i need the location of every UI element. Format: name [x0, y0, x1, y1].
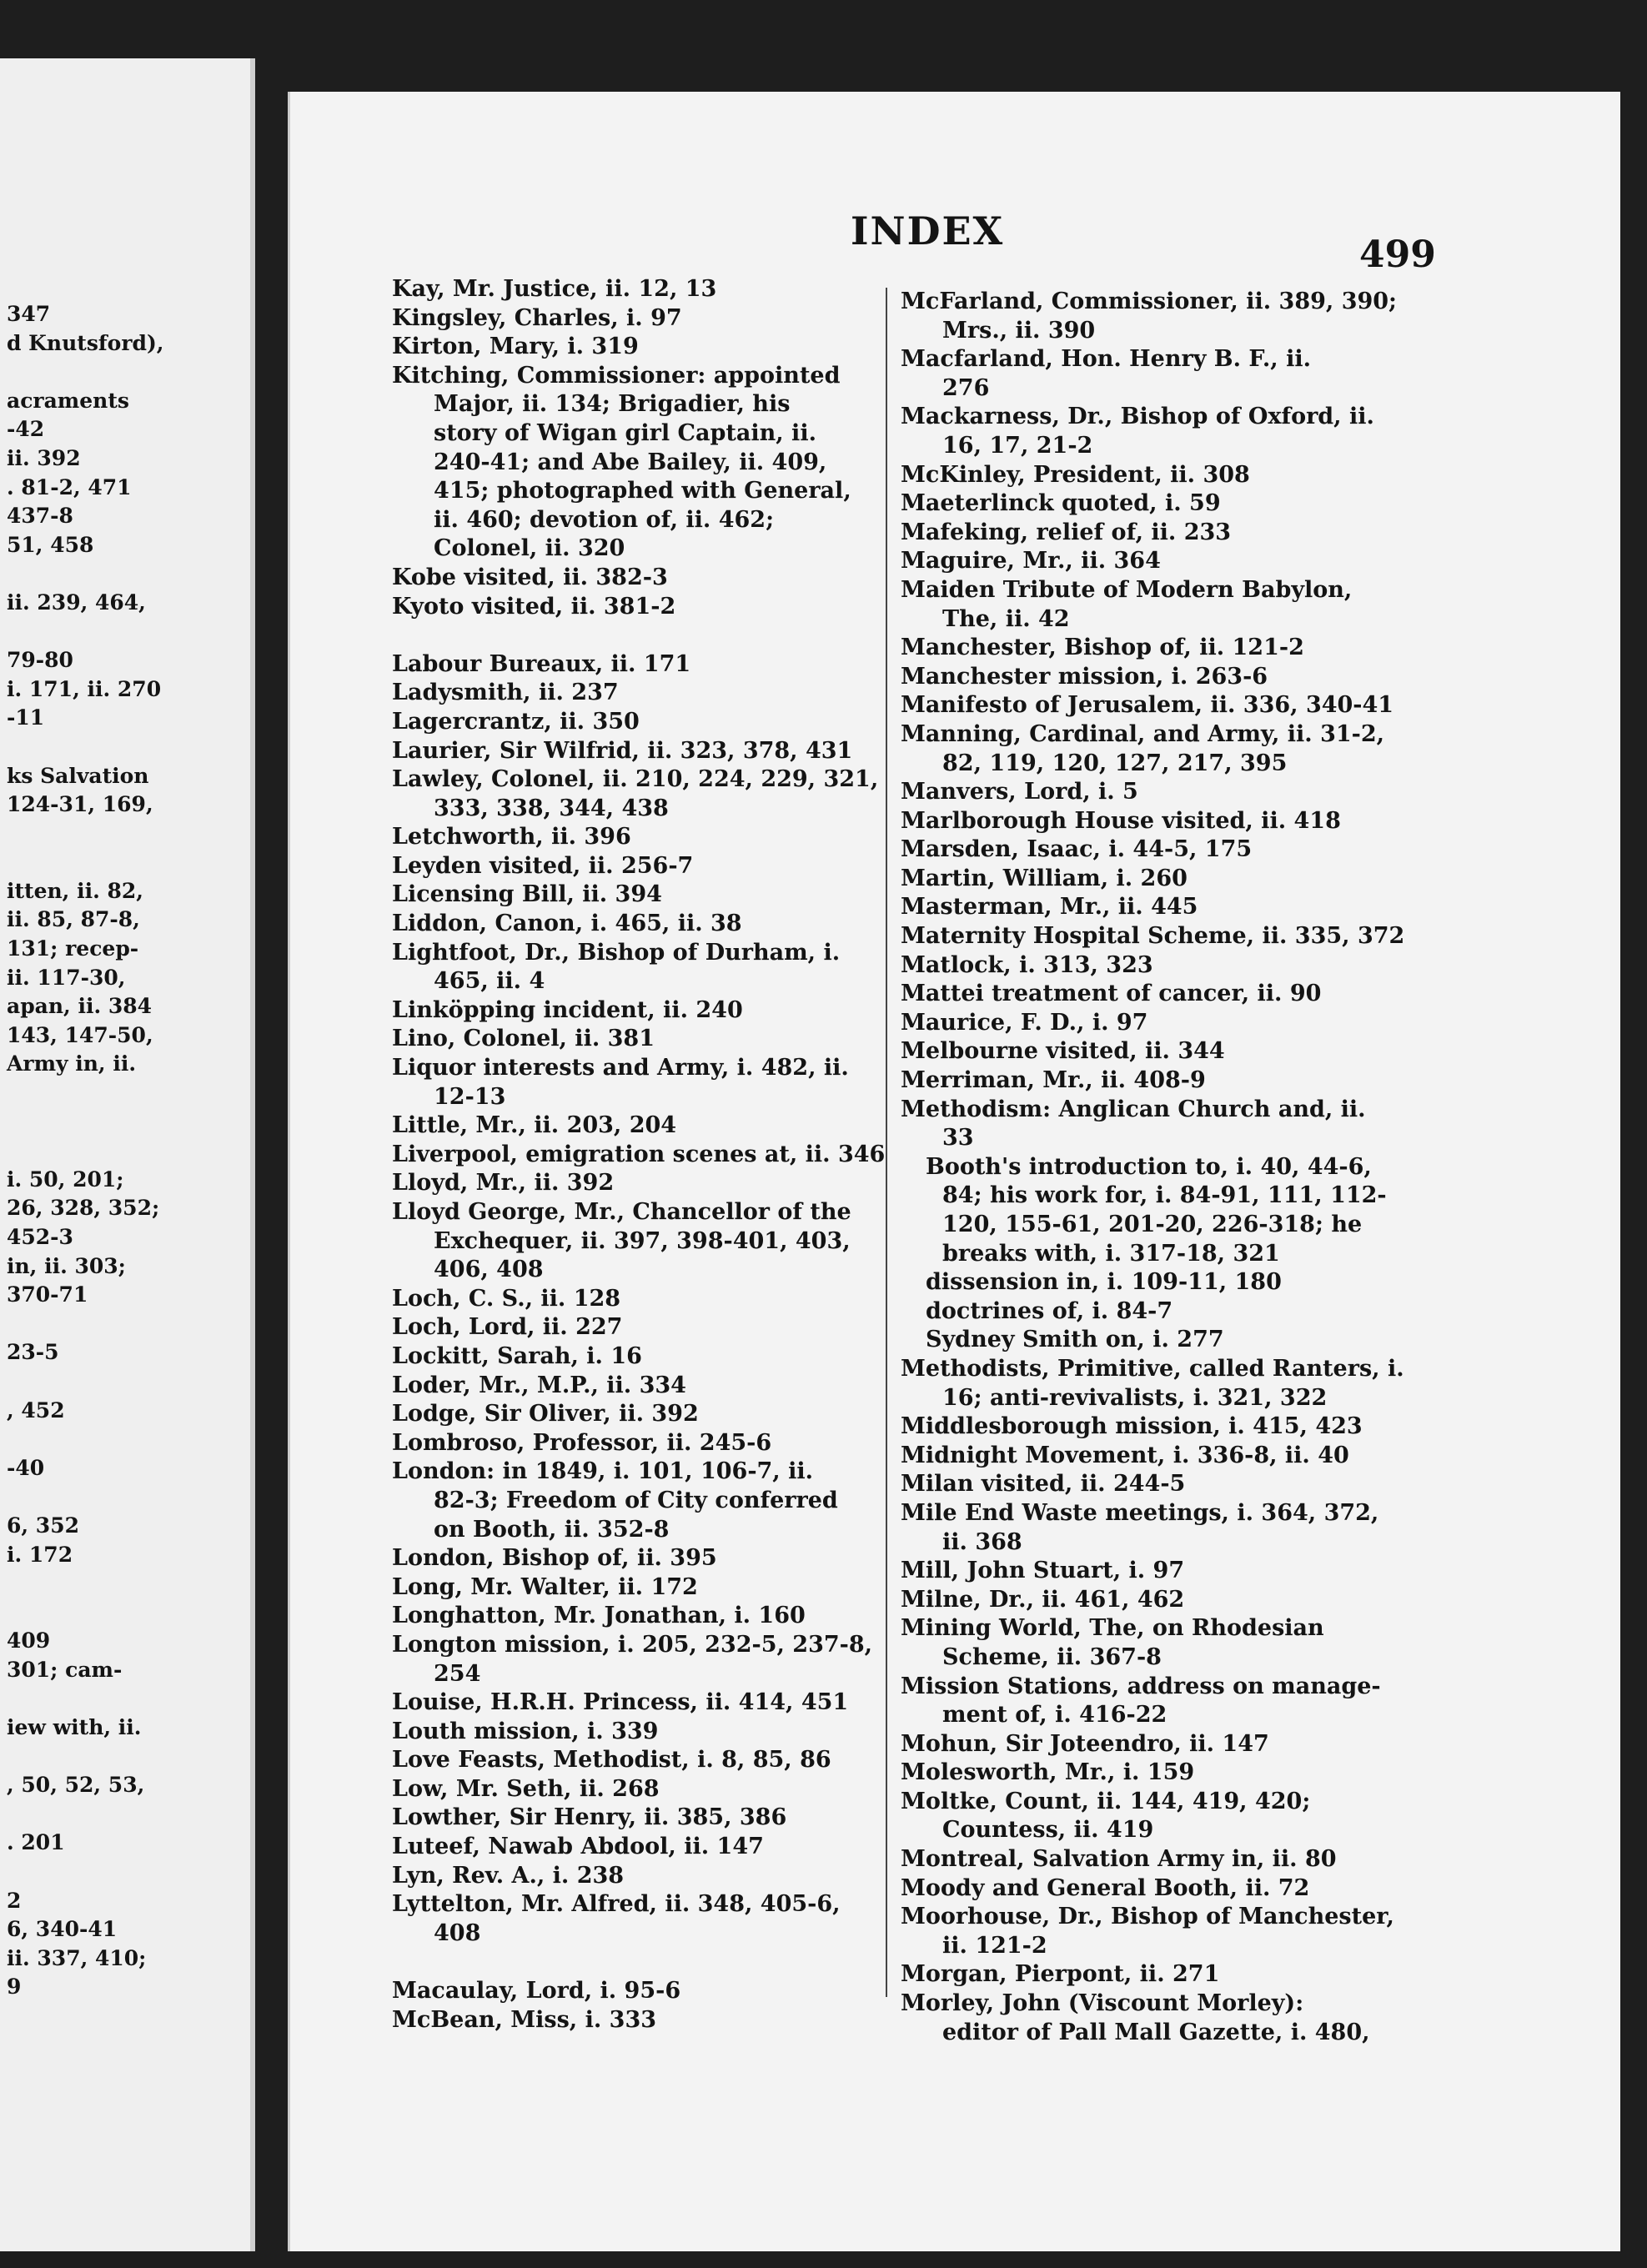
fragment-line: 143, 147-50,	[7, 1022, 153, 1047]
fragment-line: 9	[7, 1974, 22, 2000]
index-entry-continuation: 240-41; and Abe Bailey, ii. 409,	[434, 449, 827, 475]
index-entry: Liverpool, emigration scenes at, ii. 346	[392, 1141, 886, 1167]
index-entry: Kitching, Commissioner: appointed	[392, 362, 841, 389]
index-entry: Luteef, Nawab Abdool, ii. 147	[392, 1834, 764, 1860]
index-entry: Morley, John (Viscount Morley):	[901, 1990, 1304, 2017]
index-entry: Kobe visited, ii. 382-3	[392, 564, 668, 590]
index-entry: Methodism: Anglican Church and, ii.	[901, 1096, 1366, 1122]
fragment-line: i. 50, 201;	[7, 1167, 124, 1192]
fragment-line	[0, 1367, 250, 1397]
fragment-line: apan, ii. 384	[7, 994, 153, 1019]
index-entry-continuation: 84; his work for, i. 84-91, 111, 112-	[942, 1182, 1387, 1209]
fragment-line: acraments	[7, 388, 129, 413]
fragment-line: 452-3	[7, 1225, 73, 1249]
fragment-line: . 201	[7, 1830, 65, 1855]
fragment-line	[0, 1598, 250, 1628]
index-entry: Ladysmith, ii. 237	[392, 680, 619, 706]
fragment-line: ii. 337, 410;	[7, 1945, 147, 1970]
fragment-line: 347	[7, 302, 51, 326]
index-entry-continuation: 254	[434, 1660, 481, 1687]
index-entry: Lyttelton, Mr. Alfred, ii. 348, 405-6,	[392, 1891, 841, 1918]
index-entry: Mile End Waste meetings, i. 364, 372,	[901, 1499, 1379, 1526]
index-entry-continuation: dissension in, i. 109-11, 180	[926, 1269, 1282, 1296]
index-entry: Manning, Cardinal, and Army, ii. 31-2,	[901, 720, 1385, 747]
index-entry: Mattei treatment of cancer, ii. 90	[901, 981, 1322, 1007]
index-entry-continuation: The, ii. 42	[942, 605, 1070, 632]
fragment-line	[0, 1800, 250, 1829]
index-entry: Lockitt, Sarah, i. 16	[392, 1342, 642, 1369]
index-entry: Lombroso, Professor, ii. 245-6	[392, 1429, 772, 1456]
index-entry-continuation: 333, 338, 344, 438	[434, 795, 669, 821]
index-entry: Martin, William, i. 260	[901, 865, 1188, 891]
fragment-line: 131; recep-	[7, 936, 139, 961]
index-spacer	[392, 1948, 892, 1977]
fragment-line: 23-5	[7, 1340, 59, 1365]
fragment-line: ii. 392	[7, 445, 81, 470]
fragment-line: -42	[7, 417, 45, 442]
index-entry: Kingsley, Charles, i. 97	[392, 304, 682, 331]
index-entry: Molesworth, Mr., i. 159	[901, 1759, 1195, 1786]
index-entry: Methodists, Primitive, called Ranters, i.	[901, 1355, 1404, 1382]
index-entry: Kay, Mr. Justice, ii. 12, 13	[392, 276, 717, 302]
index-entry-continuation: 16; anti-revivalists, i. 321, 322	[942, 1384, 1328, 1411]
index-entry: Lawley, Colonel, ii. 210, 224, 229, 321,	[392, 766, 879, 793]
index-entry-continuation: 406, 408	[434, 1257, 544, 1283]
index-entry-continuation: Mrs., ii. 390	[942, 317, 1096, 344]
index-entry-continuation: 408	[434, 1919, 481, 1946]
fragment-line	[0, 1858, 250, 1887]
index-entry: McFarland, Commissioner, ii. 389, 390;	[901, 289, 1398, 314]
index-entry: Lloyd, Mr., ii. 392	[392, 1170, 615, 1197]
index-entry: McBean, Miss, i. 333	[392, 2006, 657, 2033]
index-entry: Linköpping incident, ii. 240	[392, 996, 743, 1023]
fragment-line	[0, 618, 250, 647]
fragment-line: d Knutsford),	[7, 330, 164, 355]
index-entry: Maternity Hospital Scheme, ii. 335, 372	[901, 923, 1405, 950]
fragment-line: i. 171, ii. 270	[7, 676, 162, 701]
index-entry-continuation: 12-13	[434, 1083, 506, 1110]
index-entry: Mackarness, Dr., Bishop of Oxford, ii.	[901, 404, 1374, 430]
index-entry: Louth mission, i. 339	[392, 1718, 659, 1744]
index-entry: Mining World, The, on Rhodesian	[901, 1615, 1324, 1642]
index-entry: London: in 1849, i. 101, 106-7, ii.	[392, 1458, 814, 1485]
index-entry-continuation: story of Wigan girl Captain, ii.	[434, 419, 816, 446]
page-title: INDEX	[851, 208, 1005, 253]
fragment-line: 301; cam-	[7, 1657, 123, 1682]
index-entry: Kirton, Mary, i. 319	[392, 334, 639, 360]
index-entry: Masterman, Mr., ii. 445	[901, 894, 1198, 921]
index-entry: Marlborough House visited, ii. 418	[901, 807, 1341, 834]
index-entry: Mill, John Stuart, i. 97	[901, 1558, 1185, 1584]
index-column-left	[392, 275, 892, 2035]
fragment-line: -11	[7, 705, 45, 730]
index-entry: Labour Bureaux, ii. 171	[392, 650, 691, 677]
index-entry: Kyoto visited, ii. 381-2	[392, 593, 676, 620]
index-entry: Louise, H.R.H. Princess, ii. 414, 451	[392, 1689, 849, 1716]
index-entry-continuation: Sydney Smith on, i. 277	[926, 1327, 1224, 1353]
index-entry: Maeterlinck quoted, i. 59	[901, 490, 1221, 517]
index-entry-continuation: 82, 119, 120, 127, 217, 395	[942, 750, 1288, 776]
fragment-line	[0, 1685, 250, 1714]
index-entry: Low, Mr. Seth, ii. 268	[392, 1775, 660, 1802]
fragment-line: i. 172	[7, 1542, 73, 1567]
fragment-line	[0, 848, 250, 877]
index-entry: Lodge, Sir Oliver, ii. 392	[392, 1401, 699, 1428]
index-entry: Moorhouse, Dr., Bishop of Manchester,	[901, 1904, 1394, 1930]
index-entry: Longhatton, Mr. Jonathan, i. 160	[392, 1603, 806, 1629]
fragment-line: 6, 352	[7, 1513, 79, 1538]
index-entry: Lyn, Rev. A., i. 238	[392, 1862, 625, 1889]
index-entry: Laurier, Sir Wilfrid, ii. 323, 378, 431	[392, 737, 853, 764]
index-entry: Lowther, Sir Henry, ii. 385, 386	[392, 1804, 787, 1831]
fragment-line: ii. 239, 464,	[7, 590, 146, 615]
fragment-line: 2	[7, 1888, 22, 1913]
fragment-line	[0, 358, 250, 387]
index-entry: Lino, Colonel, ii. 381	[392, 1026, 655, 1052]
fragment-line: itten, ii. 82,	[7, 878, 143, 903]
index-entry: Licensing Bill, ii. 394	[392, 881, 662, 908]
index-column-right	[901, 288, 1426, 2047]
index-entry: Mohun, Sir Joteendro, ii. 147	[901, 1730, 1269, 1757]
fragment-line	[0, 1310, 250, 1339]
index-entry-continuation: ii. 121-2	[942, 1932, 1047, 1959]
page-number: 499	[1359, 233, 1436, 276]
index-entry-continuation: 16, 17, 21-2	[942, 432, 1093, 459]
fragment-line	[0, 1743, 250, 1772]
fragment-line: 6, 340-41	[7, 1917, 118, 1942]
index-entry: Manchester, Bishop of, ii. 121-2	[901, 635, 1304, 661]
index-entry: Liddon, Canon, i. 465, ii. 38	[392, 911, 742, 937]
index-entry: Liquor interests and Army, i. 482, ii.	[392, 1055, 849, 1081]
index-entry-continuation: Countess, ii. 419	[942, 1817, 1154, 1844]
index-entry: Loder, Mr., M.P., ii. 334	[392, 1372, 686, 1398]
fragment-line	[0, 1483, 250, 1512]
index-entry-continuation: 82-3; Freedom of City conferred	[434, 1487, 838, 1513]
fragment-line	[0, 1108, 250, 1137]
index-entry: Mission Stations, address on manage-	[901, 1673, 1381, 1699]
index-entry: Little, Mr., ii. 203, 204	[392, 1112, 677, 1139]
index-entry: Loch, C. S., ii. 128	[392, 1285, 621, 1312]
index-entry: Maurice, F. D., i. 97	[901, 1009, 1148, 1036]
index-entry-continuation: doctrines of, i. 84-7	[926, 1297, 1173, 1324]
index-spacer	[392, 621, 892, 650]
index-entry: Loch, Lord, ii. 227	[392, 1314, 623, 1341]
index-entry: Lloyd George, Mr., Chancellor of the	[392, 1199, 851, 1225]
fragment-line: , 50, 52, 53,	[7, 1773, 145, 1798]
index-entry-continuation: 415; photographed with General,	[434, 478, 851, 504]
index-entry-continuation: 465, ii. 4	[434, 968, 545, 995]
fragment-line: 409	[7, 1628, 51, 1653]
index-entry: Manchester mission, i. 263-6	[901, 663, 1268, 690]
index-entry: Macfarland, Hon. Henry B. F., ii.	[901, 346, 1311, 373]
fragment-line: ks Salvation	[7, 763, 149, 788]
fragment-line	[0, 1079, 250, 1108]
fragment-line	[0, 1137, 250, 1166]
index-entry-continuation: on Booth, ii. 352-8	[434, 1516, 670, 1543]
fragment-line: ii. 117-30,	[7, 965, 126, 990]
index-entry: Matlock, i. 313, 323	[901, 951, 1153, 978]
index-entry-continuation: 276	[942, 374, 990, 401]
index-entry-continuation: 120, 155-61, 201-20, 226-318; he	[942, 1212, 1363, 1237]
index-entry: Leyden visited, ii. 256-7	[392, 852, 694, 879]
fragment-line: 370-71	[7, 1282, 88, 1307]
index-entry: London, Bishop of, ii. 395	[392, 1545, 717, 1572]
index-entry: Lagercrantz, ii. 350	[392, 708, 640, 735]
index-entry: Merriman, Mr., ii. 408-9	[901, 1067, 1206, 1094]
index-entry: Maiden Tribute of Modern Babylon,	[901, 576, 1353, 603]
index-entry-continuation: Scheme, ii. 367-8	[942, 1643, 1162, 1670]
index-entry: Maguire, Mr., ii. 364	[901, 548, 1161, 575]
index-entry: Lightfoot, Dr., Bishop of Durham, i.	[392, 939, 841, 966]
index-entry-continuation: ii. 460; devotion of, ii. 462;	[434, 506, 775, 533]
index-entry: McKinley, President, ii. 308	[901, 461, 1250, 488]
index-entry-continuation: Exchequer, ii. 397, 398-401, 403,	[434, 1227, 851, 1254]
index-entry: Mafeking, relief of, ii. 233	[901, 519, 1232, 545]
index-entry: Letchworth, ii. 396	[392, 824, 631, 850]
column-divider	[886, 288, 887, 1997]
fragment-line: -40	[7, 1455, 45, 1480]
index-entry: Morgan, Pierpont, ii. 271	[901, 1961, 1220, 1988]
index-entry-continuation: Major, ii. 134; Brigadier, his	[434, 391, 791, 418]
index-entry-continuation: ii. 368	[942, 1528, 1022, 1555]
fragment-line	[0, 733, 250, 762]
index-entry: Milan visited, ii. 244-5	[901, 1471, 1186, 1498]
index-entry-continuation: editor of Pall Mall Gazette, i. 480,	[942, 2019, 1370, 2045]
fragment-line: 79-80	[7, 648, 73, 673]
previous-page-edge	[0, 58, 255, 2251]
fragment-line: 437-8	[7, 504, 73, 529]
fragment-line: 26, 328, 352;	[7, 1196, 160, 1221]
index-entry: Milne, Dr., ii. 461, 462	[901, 1586, 1185, 1613]
index-entry-continuation: Colonel, ii. 320	[434, 535, 625, 562]
fragment-line: in, ii. 303;	[7, 1253, 126, 1278]
index-entry: Love Feasts, Methodist, i. 8, 85, 86	[392, 1747, 831, 1774]
fragment-line: iew with, ii.	[7, 1715, 142, 1740]
index-entry: Marsden, Isaac, i. 44-5, 175	[901, 836, 1253, 863]
index-entry: Manvers, Lord, i. 5	[901, 779, 1138, 805]
index-entry: Montreal, Salvation Army in, ii. 80	[901, 1846, 1337, 1873]
index-entry: Melbourne visited, ii. 344	[901, 1038, 1225, 1065]
fragment-line: . 81-2, 471	[7, 474, 132, 499]
fragment-line	[0, 1569, 250, 1598]
index-entry: Longton mission, i. 205, 232-5, 237-8,	[392, 1631, 873, 1658]
index-entry: Moody and General Booth, ii. 72	[901, 1874, 1310, 1901]
index-entry: Manifesto of Jerusalem, ii. 336, 340-41	[901, 692, 1394, 719]
fragment-line: 51, 458	[7, 532, 94, 557]
fragment-line: 124-31, 169,	[7, 792, 153, 817]
fragment-line: ii. 85, 87-8,	[7, 907, 140, 932]
fragment-line	[0, 1425, 250, 1454]
index-entry-continuation: ment of, i. 416-22	[942, 1702, 1167, 1729]
index-entry-continuation: breaks with, i. 317-18, 321	[942, 1240, 1280, 1267]
index-entry: Moltke, Count, ii. 144, 419, 420;	[901, 1788, 1311, 1814]
fragment-line	[0, 559, 250, 589]
fragment-line	[0, 820, 250, 849]
fragment-line: Army in, ii.	[7, 1051, 137, 1076]
index-entry-continuation: 33	[942, 1125, 974, 1152]
index-entry: Long, Mr. Walter, ii. 172	[392, 1573, 698, 1600]
index-entry: Macaulay, Lord, i. 95-6	[392, 1978, 681, 2005]
index-entry: Middlesborough mission, i. 415, 423	[901, 1413, 1363, 1440]
fragment-line: , 452	[7, 1397, 65, 1423]
index-entry: Midnight Movement, i. 336-8, ii. 40	[901, 1442, 1349, 1468]
previous-page-fragment	[0, 300, 250, 2002]
index-entry-continuation: Booth's introduction to, i. 40, 44-6,	[926, 1153, 1372, 1180]
